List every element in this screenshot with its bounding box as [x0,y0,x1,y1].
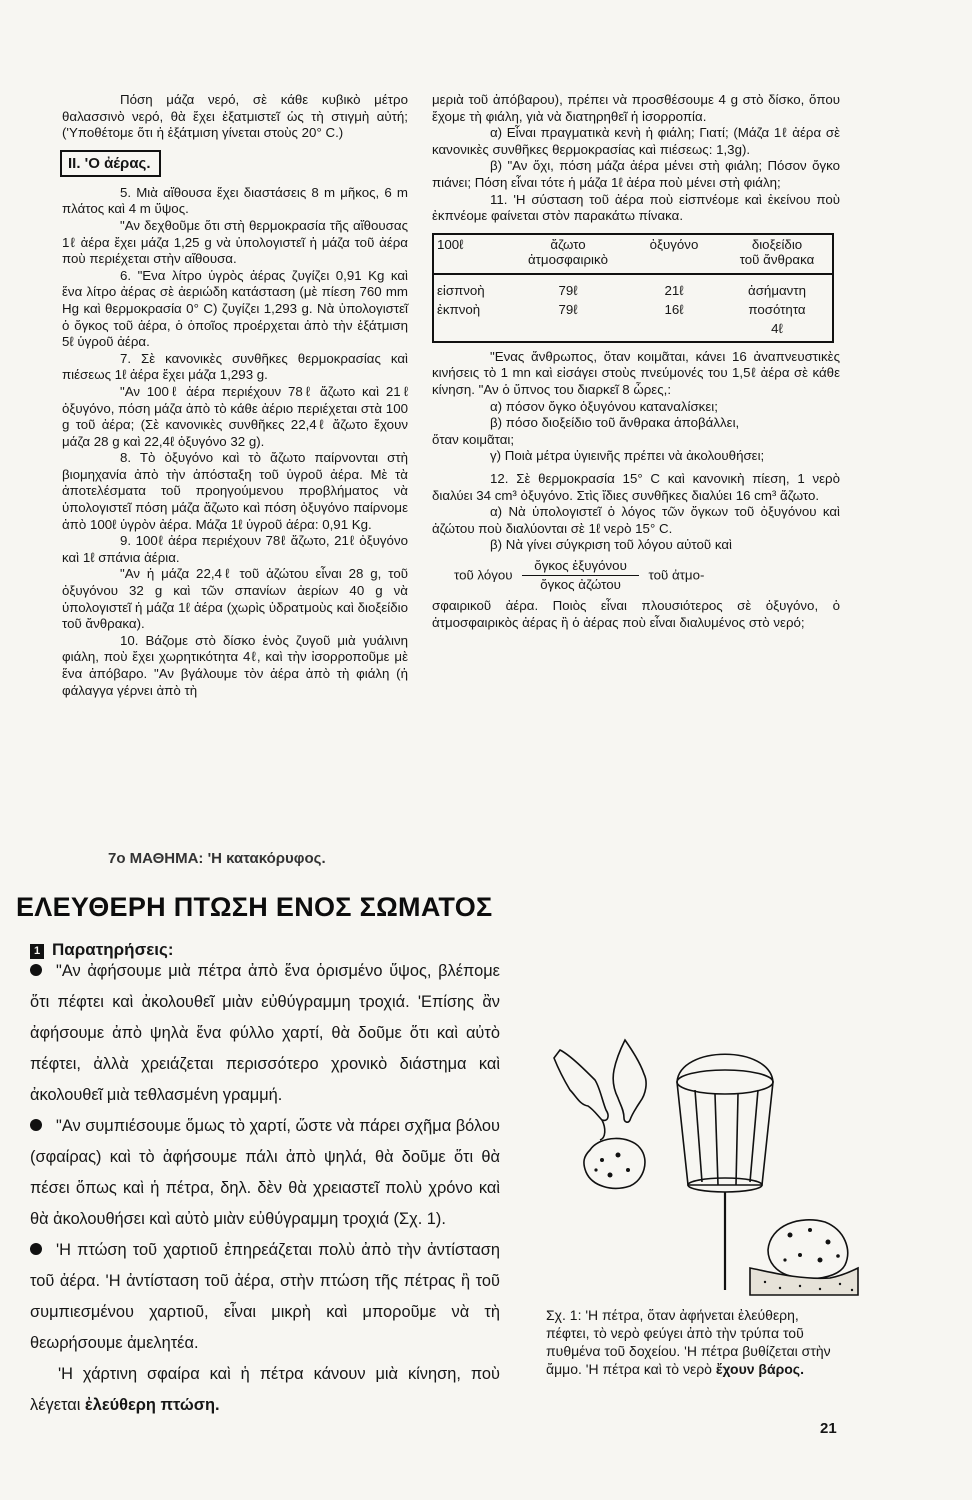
stone-icon [584,1138,645,1188]
table-header-cell: διοξείδιο τοῦ ἄνθρακα [722,234,833,274]
air-composition-table [432,233,834,343]
exercise-9a: 9. 100ℓ ἀέρα περιέχουν 78ℓ ἄζωτο, 21ℓ ὀξυγόνο καὶ 1ℓ σπάνια ἀέρια. [62,533,408,565]
exercise-11-b-cont: ὅταν κοιμᾶται; [432,431,515,447]
table-cell: 16ℓ [664,301,684,317]
exercise-11-text: "Ενας ἄνθρωπος, ὅταν κοιμᾶται, κάνει 16 ἀναπνευστικὲς κινήσεις τὸ 1 mn καὶ εἰσάγει στοὺς πνεύμονές του 1,5ℓ ἀέρα σὲ κάθε κίνηση. "Αν ὁ ὕπνος του διαρκεῖ 8 ὧρες,: [432,348,840,397]
table-row [433,319,833,342]
fraction-denominator: ὄγκος ἀζώτου [540,577,621,593]
fraction-prefix: τοῦ λόγου [454,567,513,583]
exercise-7b: "Αν 100ℓ ἀέρα περιέχουν 78ℓ ἄζωτο καὶ 21ℓ ὀξυγόνο, πόση μάζα ἀπὸ τὸ κάθε ἀέριο περιέχεται στὰ 100 g τοῦ ἀέρα; (Σὲ κανονικὲς συνθῆκες 22,4ℓ ἄζωτο ἔχουν μάζα 28 g καὶ 22,4ℓ ὀξυγόνο 32 g). [62,383,408,449]
volume-ratio-fraction [522,558,639,594]
chapter-title: ΕΛΕΥΘΕΡΗ ΠΤΩΣΗ ΕΝΟΣ ΣΩΜΑΤΟΣ [16,892,493,922]
fraction-suffix: τοῦ ἀτμο- [648,567,705,583]
exercise-5b: "Αν δεχθοῦμε ὅτι στὴ θερμοκρασία τῆς αἴθουσας 1ℓ ἀέρα ἔχει μάζα 1,25 g νὰ ὑπολογιστεῖ ἡ μάζα τοῦ ἀέρα ποὺ περιέχεται στὴν αἴθουσα. [62,217,408,267]
exercise-12: 12. Σὲ θερμοκρασία 15° C καὶ κανονικὴ πίεση, 1 νερὸ διαλύει 34 cm³ ὀξυγόνο. Στὶς ἴδιες συνθῆκες διαλύει 16 cm³ ἄζωτο. [432,470,840,503]
fraction-numerator: ὄγκος ἐξυγόνου [522,558,639,577]
falling-stone-figure [540,1010,860,1300]
table-cell: 79ℓ [558,282,578,298]
left-column [62,92,408,699]
table-header-row [433,234,833,274]
lesson-body [30,956,500,1421]
section-label: II. 'Ο ἀέρας. [60,150,161,177]
right-column [432,92,840,631]
bullet-paragraph: 'Η πτώση τοῦ χαρτιοῦ ἐπηρεάζεται πολὺ ἀπὸ τὴν ἀντίσταση τοῦ ἀέρα. 'Η ἀντίσταση τοῦ ἀέρα, στὴν πτώση τῆς πέτρας ἢ τοῦ συμπιεσμένου χαρτιοῦ, εἶναι μικρὴ καὶ μποροῦμε νὰ τὴ θεωρήσουμε ἀμελητέα. [30,1241,500,1352]
exercise-11-b: β) πόσο διοξείδιο τοῦ ἄνθρακα ἀποβάλλει, [490,415,740,431]
exercise-11-a: α) πόσον ὄγκο ὀξυγόνου καταναλίσκει; [490,398,718,414]
table-cell: 21ℓ [664,282,684,298]
exercise-10-b: β) "Αν ὄχι, πόση μάζα ἀέρα μένει στὴ φιάλη; Πόσον ὄγκο πιάνει; Πόση εἶναι τότε ἡ μάζα 1ℓ ἀέρα ποὺ μένει στὴ φιάλη; [432,158,840,190]
table-row [433,274,833,300]
sand-surface [750,1268,858,1295]
free-fall-term: ἐλεύθερη πτώση. [84,1396,220,1414]
exercise-10-continued: μεριὰ τοῦ ἀπόβαρου), πρέπει νὰ προσθέσουμε 4 g στὸ δίσκο, ὅπου ἔχομε τὴ φιάλη, γιὰ νὰ διατηρηθεῖ ἡ ἰσορροπία. [432,92,840,124]
bullet-paragraph: "Αν συμπιέσουμε ὅμως τὸ χαρτί, ὥστε νὰ πάρει σχῆμα βόλου (σφαίρας) καὶ τὸ ἀφήσουμε πάλι ἀπὸ ψηλά, θὰ δοῦμε ὅτι θὰ πέσει ὅπως καὶ ἡ πέτρα, δηλ. δὲν θὰ χρειαστεῖ πολὺ χρόνο καὶ θὰ ἀκολουθήσει καὶ αὐτὸ μιὰν εὐθύγραμμη τροχιά (Σχ. 1). [30,1117,500,1228]
lesson-label: 7ο ΜΑΘΗΜΑ: 'Η κατακόρυφος. [108,850,326,867]
bullet-icon [30,964,42,976]
paragraph-intro: Πόση μάζα νερό, σὲ κάθε κυβικὸ μέτρο θαλασσινὸ νερό, θὰ ἔχει ἐξατμιστεῖ ὡς τὴ στιγμὴ αὐτή; ('Υποθέτομε ὅτι ἡ ἐξάτμιση γίνεται στοὺς 20° C.) [62,92,408,141]
bullet-paragraph: "Αν ἀφήσουμε μιὰ πέτρα ἀπὸ ἕνα ὁρισμένο ὕψος, βλέπομε ὅτι πέφτει καὶ ἀκολουθεῖ μιὰν εὐθύγραμμη τροχιά. 'Επίσης ἂν ἀφήσουμε ἀπὸ ψηλὰ ἕνα φύλλο χαρτί, θὰ δοῦμε ὅτι καὶ αὐτὸ πέφτει, ἀλλὰ χρειάζεται περισσότερο χρονικὸ διάστημα καὶ ἀκολουθεῖ μιὰ τεθλασμένη γραμμή. [30,962,500,1104]
exercise-8: 8. Τὸ ὀξυγόνο καὶ τὸ ἄζωτο παίρνονται στὴ βιομηχανία ἀπὸ τὴν ἀπόσταξη τοῦ ὑγροῦ ἀέρα. Μὲ τὰ ἀποτελέσματα τοῦ προηγούμενου προβλήματος νὰ ὑπολογιστεῖ πόση μάζα ἄζωτο καὶ πόση ὀξυγόνο παίρνομε ἀπὸ 100ℓ ὑγρὸν ἀέρα. Μάζα 1ℓ ὑγροῦ ἀέρα: 0,91 Kg. [62,450,408,532]
exercise-10-a: α) Εἶναι πραγματικὰ κενὴ ἡ φιάλη; Γιατί; (Μάζα 1ℓ ἀέρα σὲ κανονικὲς συνθῆκες θερμοκρασίας καὶ πιέσεως: 1,3g). [432,125,840,157]
table-header-cell: 100ℓ [433,234,510,274]
table-cell: ποσότητα [748,301,806,317]
exercise-9b: "Αν ἡ μάζα 22,4ℓ τοῦ ἀζώτου εἶναι 28 g, τοῦ ὀξυγόνου 32 g καὶ τῶν σπανίων ἀερίων 40 g νὰ ὑπολογιστεῖ ἡ μάζα 1ℓ ἀέρα (χωρὶς ὑδρατμοὺς καὶ διοξείδιο τοῦ ἄνθρακα). [62,566,408,632]
table-cell: ἐκπνοὴ [437,301,481,317]
exercise-5a: 5. Μιὰ αἴθουσα ἔχει διαστάσεις 8 m μῆκος, 6 m πλάτος καὶ 4 m ὕψος. [62,184,408,217]
section-number-badge: 1 [30,944,44,959]
stone-in-sand-icon [768,1220,848,1279]
table-header-cell: ἄζωτο ἀτμοσφαιρικὸ [510,234,626,274]
exercise-10: 10. Βάζομε στὸ δίσκο ἑνὸς ζυγοῦ μιὰ γυάλινη φιάλη, ποὺ ἔχει χωρητικότητα 4ℓ, καὶ τὴν ἰσορροποῦμε μὲ ἕνα ἀπόβαρο. "Αν βγάλουμε τὸν ἀέρα ἀπὸ τὴ φιάλη (ἡ φάλαγγα γέρνει ἀπὸ τὴ [62,632,408,698]
bucket-body-icon [677,1082,773,1185]
observations-label: Παρατηρήσεις: [52,940,174,959]
exercise-12-a: α) Νὰ ὑπολογιστεῖ ὁ λόγος τῶν ὄγκων τοῦ ὀξυγόνου καὶ ἀζώτου ποὺ διαλύονται σὲ 1ℓ νερὸ 15° C. [432,504,840,536]
caption-bold-term: ἔχουν βάρος. [715,1361,804,1377]
table-cell: ἀσήμαντη [748,282,806,298]
table-cell: 4ℓ [771,320,783,336]
exercise-11-c: γ) Ποιὰ μέτρα ὑγιεινῆς πρέπει νὰ ἀκολουθήσει; [490,448,765,464]
table-cell: 79ℓ [558,301,578,317]
page-number: 21 [820,1420,837,1437]
table-header-cell: ὀξυγόνο [626,234,722,274]
table-cell: εἰσπνοὴ [437,282,485,298]
figure-caption: Σχ. 1: 'Η πέτρα, ὅταν ἀφήνεται ἐλεύθερη, πέφτει, τὸ νερὸ φεύγει ἀπὸ τὴν τρύπα τοῦ πυθμένα τοῦ δοχείου. 'Η πέτρα βυθίζεται στὴν ἄμμο. 'Η πέτρα καὶ τὸ νερὸ ἔχουν βάρος. [546,1307,831,1377]
exercise-12-end: σφαιρικοῦ ἀέρα. Ποιὸς εἶναι πλουσιότερος σὲ ὀξυγόνο, ὁ ἀτμοσφαιρικὸς ἀέρας ἢ ὁ ἀέρας ποὺ εἶναι διαλυμένος στὸ νερό; [432,598,840,630]
exercise-6: 6. "Ενα λίτρο ὑγρὸς ἀέρας ζυγίζει 0,91 Kg καὶ ἕνα λίτρο ἀέρας σὲ ἀεριώδη κατάσταση (μὲ πίεση 760 mm Hg καὶ θερμοκρασία 0° C) ζυγίζει 1,293 g. Νὰ ὑπολογιστεῖ ὁ ὄγκος τοῦ ἀέρα, ὁ ὁποῖος προέρχεται ἀπὸ τὴν ἐξάτμιση 5ℓ ὑγροῦ ἀέρα. [62,267,408,350]
fraction-line [454,558,840,594]
hand-left-icon [554,1050,608,1120]
bullet-icon [30,1119,42,1131]
closing-paragraph: 'Η χάρτινη σφαίρα καὶ ἡ πέτρα κάνουν μιὰ κίνηση, ποὺ λέγεται ἐλεύθερη πτώση. [30,1365,500,1414]
hand-right-icon [613,1040,646,1122]
table-row [433,300,833,319]
bullet-icon [30,1243,42,1255]
exercise-11: 11. 'Η σύσταση τοῦ ἀέρα ποὺ εἰσπνέομε καὶ ἐκείνου ποὺ ἐκπνέομε φαίνεται στὸν παρακάτω πίνακα. [432,191,840,224]
exercise-7a: 7. Σὲ κανονικὲς συνθῆκες θερμοκρασίας καὶ πιέσεως 1ℓ ἀέρα ἔχει μάζα 1,293 g. [62,350,408,383]
exercise-12-b: β) Νὰ γίνει σύγκριση τοῦ λόγου αὐτοῦ καὶ [490,537,732,553]
